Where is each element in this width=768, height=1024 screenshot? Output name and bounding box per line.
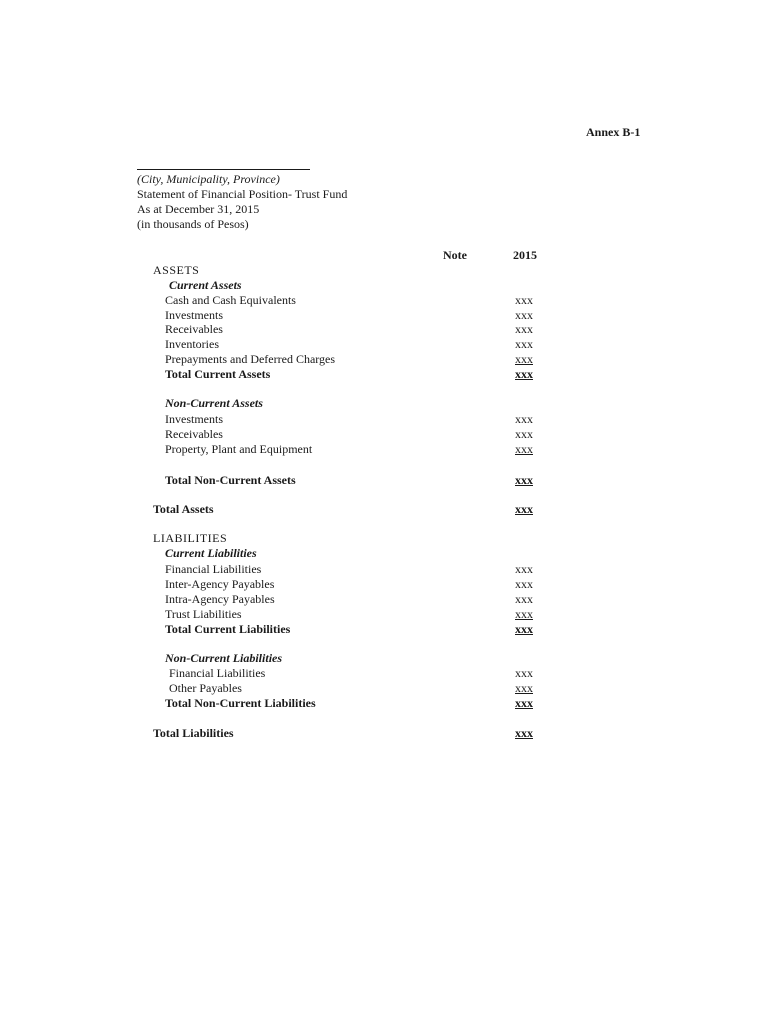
- line-item-value: xxx: [515, 322, 533, 336]
- line-item-label: Inter-Agency Payables: [165, 577, 275, 591]
- current-assets-heading: Current Assets: [169, 278, 242, 292]
- total-current-liabilities-value: xxx: [515, 622, 533, 636]
- line-item-value: xxx: [515, 427, 533, 441]
- line-item-value: xxx: [515, 412, 533, 426]
- location-placeholder: (City, Municipality, Province): [137, 172, 280, 186]
- current-liabilities-heading: Current Liabilities: [165, 546, 257, 560]
- total-liabilities-label: Total Liabilities: [153, 726, 234, 740]
- column-header-note: Note: [443, 248, 467, 262]
- non-current-liabilities-heading: Non-Current Liabilities: [165, 651, 283, 665]
- line-item-value: xxx: [515, 577, 533, 591]
- signature-line: [137, 169, 310, 170]
- line-item-value: xxx: [515, 308, 533, 322]
- line-item-label: Inventories: [165, 337, 219, 351]
- assets-heading: ASSETS: [153, 263, 200, 277]
- total-non-current-assets-value: xxx: [515, 473, 533, 487]
- total-current-liabilities-label: Total Current Liabilities: [165, 622, 291, 636]
- line-item-value: xxx: [515, 293, 533, 307]
- annex-label: Annex B-1: [586, 125, 641, 139]
- total-non-current-liabilities-value: xxx: [515, 696, 533, 710]
- column-header-year: 2015: [513, 248, 537, 262]
- total-current-assets-value: xxx: [515, 367, 533, 381]
- line-item-label: Financial Liabilities: [165, 562, 262, 576]
- line-item-value: xxx: [515, 666, 533, 680]
- statement-title: Statement of Financial Position- Trust Fund: [137, 187, 348, 201]
- line-item-label: Intra-Agency Payables: [165, 592, 275, 606]
- line-item-value: xxx: [515, 607, 533, 621]
- statement-date: As at December 31, 2015: [137, 202, 260, 216]
- total-non-current-assets-label: Total Non-Current Assets: [165, 473, 296, 487]
- line-item-label: Cash and Cash Equivalents: [165, 293, 296, 307]
- total-assets-value: xxx: [515, 502, 533, 516]
- total-assets-label: Total Assets: [153, 502, 214, 516]
- line-item-label: Investments: [165, 412, 223, 426]
- non-current-assets-heading: Non-Current Assets: [165, 396, 263, 410]
- total-non-current-liabilities-label: Total Non-Current Liabilities: [165, 696, 316, 710]
- line-item-label: Other Payables: [169, 681, 242, 695]
- line-item-label: Trust Liabilities: [165, 607, 242, 621]
- line-item-label: Property, Plant and Equipment: [165, 442, 313, 456]
- line-item-label: Receivables: [165, 322, 223, 336]
- total-current-assets-label: Total Current Assets: [165, 367, 271, 381]
- line-item-label: Prepayments and Deferred Charges: [165, 352, 336, 366]
- line-item-label: Financial Liabilities: [169, 666, 266, 680]
- line-item-value: xxx: [515, 562, 533, 576]
- statement-units: (in thousands of Pesos): [137, 217, 249, 231]
- liabilities-heading: LIABILITIES: [153, 531, 228, 545]
- line-item-label: Receivables: [165, 427, 223, 441]
- line-item-value: xxx: [515, 592, 533, 606]
- line-item-label: Investments: [165, 308, 223, 322]
- line-item-value: xxx: [515, 352, 533, 366]
- total-liabilities-value: xxx: [515, 726, 533, 740]
- line-item-value: xxx: [515, 681, 533, 695]
- line-item-value: xxx: [515, 337, 533, 351]
- line-item-value: xxx: [515, 442, 533, 456]
